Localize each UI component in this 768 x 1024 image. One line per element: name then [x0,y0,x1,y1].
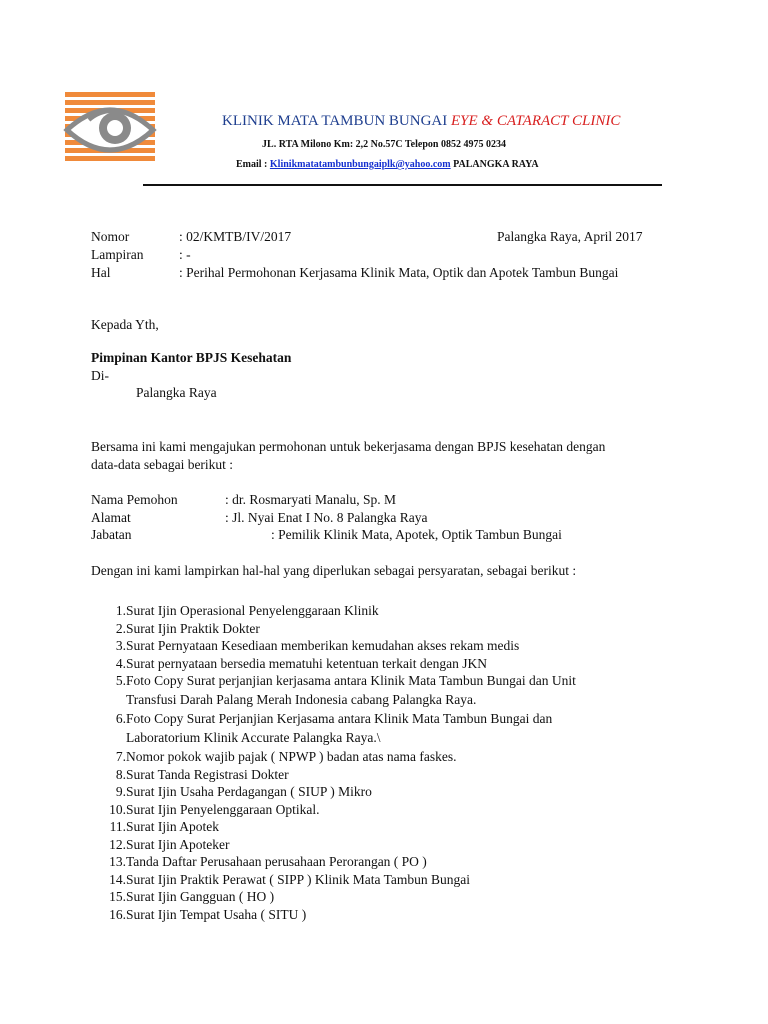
list-item-text: Surat Ijin Tempat Usaha ( SITU ) [126,906,307,922]
list-item [100,888,720,906]
list-item [100,783,720,801]
attachment-intro: Dengan ini kami lampirkan hal-hal yang diperlukan sebagai persyaratan, sebagai berikut : [91,563,577,578]
position-value: : Pemilik Klinik Mata, Apotek, Optik Tambun Bungai [271,527,562,542]
list-item-number: 4. [115,655,126,671]
address-label: Alamat [91,510,131,525]
list-item [100,871,720,889]
nomor-label: Nomor [91,229,130,244]
list-item-number: 5. [115,673,126,688]
list-item-number: 1. [115,603,126,618]
list-item [100,620,720,638]
list-item-text: Surat Ijin Gangguan ( HO ) [126,889,275,904]
list-item-text: Nomor pokok wajib pajak ( NPWP ) badan atas nama faskes. [126,749,457,764]
list-item-text: Surat Tanda Registrasi Dokter [126,766,289,782]
list-item-text: Surat Ijin Operasional Penyelenggaraan Klinik [126,603,379,618]
list-item-number: 7. [115,749,126,764]
greeting: Kepada Yth, [91,317,159,332]
list-item-text: Surat Ijin Usaha Perdagangan ( SIUP ) Mikro [126,784,372,799]
hal-label: Hal [91,265,111,280]
clinic-name-text: KLINIK MATA TAMBUN BUNGAI [222,113,448,129]
list-item [100,602,720,620]
list-item [100,655,720,673]
list-item-number: 12. [109,836,126,852]
list-item-text: Surat Ijin Praktik Dokter [126,620,260,636]
list-item [100,710,720,748]
list-item [100,801,720,819]
list-item-text: Surat Ijin Penyelenggaraan Optikal. [126,801,320,817]
clinic-tagline: EYE & CATARACT CLINIC [450,113,621,129]
list-item-text: Transfusi Darah Palang Merah Indonesia cabang Palangka Raya. [126,692,477,707]
list-item [100,853,720,871]
letter-date: Palangka Raya, April 2017 [497,229,643,244]
list-item [100,748,720,766]
list-item-number: 15. [109,889,126,904]
address-value: : Jl. Nyai Enat I No. 8 Palangka Raya [225,510,428,525]
list-item-text: Surat pernyataan bersedia mematuhi ketentuan terkait dengan JKN [126,655,487,671]
recipient-city: Palangka Raya [136,385,217,400]
nomor-value: : 02/KMTB/IV/2017 [179,229,292,244]
list-item-text: Surat Ijin Apoteker [126,836,230,852]
eye-logo-icon [63,90,157,168]
email-city: PALANGKA RAYA [453,159,539,170]
applicant-value: : dr. Rosmaryati Manalu, Sp. M [225,492,396,507]
email-line [236,159,539,170]
email-link[interactable]: Klinikmatatambunbungaiplk@yahoo.com [269,159,451,170]
position-label: Jabatan [91,527,132,542]
email-label: Email : [236,159,268,170]
list-item-text: Foto Copy Surat perjanjian kerjasama antara Klinik Mata Tambun Bungai dan Unit [126,673,576,688]
list-item [100,672,720,710]
list-item-text: Tanda Daftar Perusahaan perusahaan Perorangan ( PO ) [126,854,427,869]
lampiran-label: Lampiran [91,247,144,262]
clinic-name [222,113,620,130]
list-item-text: Surat Ijin Apotek [126,819,219,834]
list-item-text: Surat Ijin Praktik Perawat ( SIPP ) Klinik Mata Tambun Bungai [126,871,471,887]
intro-line-1: Bersama ini kami mengajukan permohonan untuk bekerjasama dengan BPJS kesehatan dengan [91,439,606,454]
clinic-address: JL. RTA Milono Km: 2,2 No.57C Telepon 0852 4975 0234 [262,139,506,150]
recipient-di: Di- [91,368,109,383]
list-item-text: Surat Pernyataan Kesediaan memberikan kemudahan akses rekam medis [126,638,520,653]
requirements-list [100,602,720,923]
list-item-number: 14. [109,871,126,887]
list-item-number: 13. [109,854,126,869]
header-divider [143,184,662,186]
list-item-number: 6. [115,711,126,726]
list-item-text: Foto Copy Surat Perjanjian Kerjasama antara Klinik Mata Tambun Bungai dan [126,711,553,726]
list-item-number: 10. [109,801,126,817]
list-item-number: 2. [115,620,126,636]
list-item [100,836,720,854]
list-item-number: 3. [115,638,126,653]
list-item-number: 8. [115,766,126,782]
list-item [100,818,720,836]
recipient-name: Pimpinan Kantor BPJS Kesehatan [91,350,292,365]
list-item [100,906,720,924]
list-item-number: 11. [109,819,126,834]
list-item-number: 9. [115,784,126,799]
list-item-number: 16. [109,906,126,922]
applicant-label: Nama Pemohon [91,492,178,507]
list-item [100,637,720,655]
list-item-text: Laboratorium Klinik Accurate Palangka Raya.\ [126,730,381,745]
list-item [100,766,720,784]
intro-line-2: data-data sebagai berikut : [91,457,234,472]
lampiran-value: : - [179,247,191,262]
hal-value: : Perihal Permohonan Kerjasama Klinik Mata, Optik dan Apotek Tambun Bungai [179,265,619,280]
